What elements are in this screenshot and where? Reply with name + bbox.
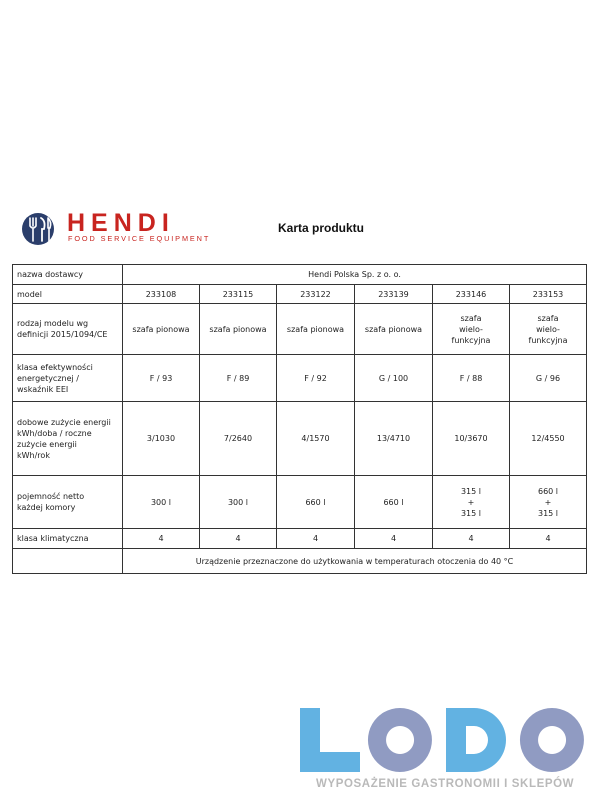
volume-cell [200,476,277,529]
label-line: kWh/doba / roczne [17,428,92,438]
energy-cell: 4/1570 [277,402,355,476]
label-line: klasa efektywności [17,362,93,372]
supplier-value: Hendi Polska Sp. z o. o. [123,265,587,285]
model-cell: 233108 [123,285,200,304]
model-type-cell [510,304,587,355]
model-type-cell [200,304,277,355]
table-row-note [13,549,587,574]
volume-cell [277,476,355,529]
model-cell: 233153 [510,285,587,304]
cell-line: wielo- [459,324,483,334]
volume-cell [510,476,587,529]
brand-name: HENDI [67,209,175,237]
model-type-cell [355,304,433,355]
cell-line: szafa pionowa [364,324,423,334]
label-line: wskaźnik EEI [17,384,69,394]
label-line: dobowe zużycie energii [17,417,111,427]
efficiency-cell: G / 96 [510,355,587,402]
model-type-cell [277,304,355,355]
cell-line: funkcyjna [451,335,491,345]
cell-line: 315 l [460,508,482,518]
page-title: Karta produktu [278,221,365,235]
cell-line: 660 l [305,497,326,507]
product-spec-table [12,264,587,574]
energy-label [13,402,123,476]
label-line: pojemność netto [17,492,85,501]
efficiency-cell: F / 89 [200,355,277,402]
model-cell: 233115 [200,285,277,304]
cell-line: wielo- [536,324,560,334]
lodo-letter-o [368,708,432,772]
model-type-cell [123,304,200,355]
cell-line: 300 l [227,497,249,507]
cell-line: szafa pionowa [132,324,190,334]
supplier-label: nazwa dostawcy [13,265,123,285]
cell-line: szafa pionowa [286,324,345,334]
cell-line: szafa [460,313,482,323]
model-label: model [13,285,123,304]
climate-label: klasa klimatyczna [13,529,123,549]
climate-cell: 4 [355,529,433,549]
cell-line: + [544,497,552,507]
energy-cell: 13/4710 [355,402,433,476]
cell-line: 300 l [150,497,172,507]
label-line: kWh/rok [17,450,50,460]
note-label [13,549,123,574]
model-type-cell [433,304,510,355]
cell-line: 315 l [460,486,482,496]
energy-cell: 10/3670 [433,402,510,476]
cell-line: 315 l [537,508,559,518]
hendi-cutlery-logo-icon [21,212,59,246]
table-row-climate [13,529,587,549]
table-row-energy [13,402,587,476]
efficiency-cell: F / 88 [433,355,510,402]
label-line: energetycznej / [17,373,79,383]
lodo-letter-l [300,708,360,772]
volume-cell [123,476,200,529]
efficiency-cell: F / 93 [123,355,200,402]
brand-tagline: FOOD SERVICE EQUIPMENT [68,234,211,243]
table-row-model [13,285,587,304]
model-type-label [13,304,123,355]
climate-cell: 4 [510,529,587,549]
cell-line: szafa pionowa [209,324,267,334]
cell-line: szafa [537,313,559,323]
energy-cell: 7/2640 [200,402,277,476]
label-line: definicji 2015/1094/CE [17,330,108,339]
hendi-logo [21,209,221,246]
energy-cell: 3/1030 [123,402,200,476]
cell-line: 660 l [383,497,404,507]
cell-line: 660 l [537,486,559,496]
lodo-letter-d [446,708,506,772]
label-line: rodzaj modelu wg [17,319,89,328]
climate-cell: 4 [123,529,200,549]
operating-temperature-note: Urządzenie przeznaczone do użytkowania w temperaturach otoczenia do 40 °C [123,549,587,574]
volume-cell [433,476,510,529]
table-row-model-type [13,304,587,355]
climate-cell: 4 [277,529,355,549]
model-cell: 233122 [277,285,355,304]
model-cell: 233146 [433,285,510,304]
cell-line: + [467,497,475,507]
efficiency-cell: F / 92 [277,355,355,402]
cell-line: funkcyjna [528,335,568,345]
label-line: zużycie energii [17,439,77,449]
efficiency-label [13,355,123,402]
volume-label [13,476,123,529]
table-row-supplier [13,265,587,285]
climate-cell: 4 [433,529,510,549]
table-row-efficiency [13,355,587,402]
watermark-tagline: WYPOSAŻENIE GASTRONOMII I SKLEPÓW [316,778,575,790]
lodo-letter-o [520,708,584,772]
table-row-volume [13,476,587,529]
model-cell: 233139 [355,285,433,304]
efficiency-cell: G / 100 [355,355,433,402]
climate-cell: 4 [200,529,277,549]
label-line: każdej komory [17,503,76,512]
energy-cell: 12/4550 [510,402,587,476]
volume-cell [355,476,433,529]
